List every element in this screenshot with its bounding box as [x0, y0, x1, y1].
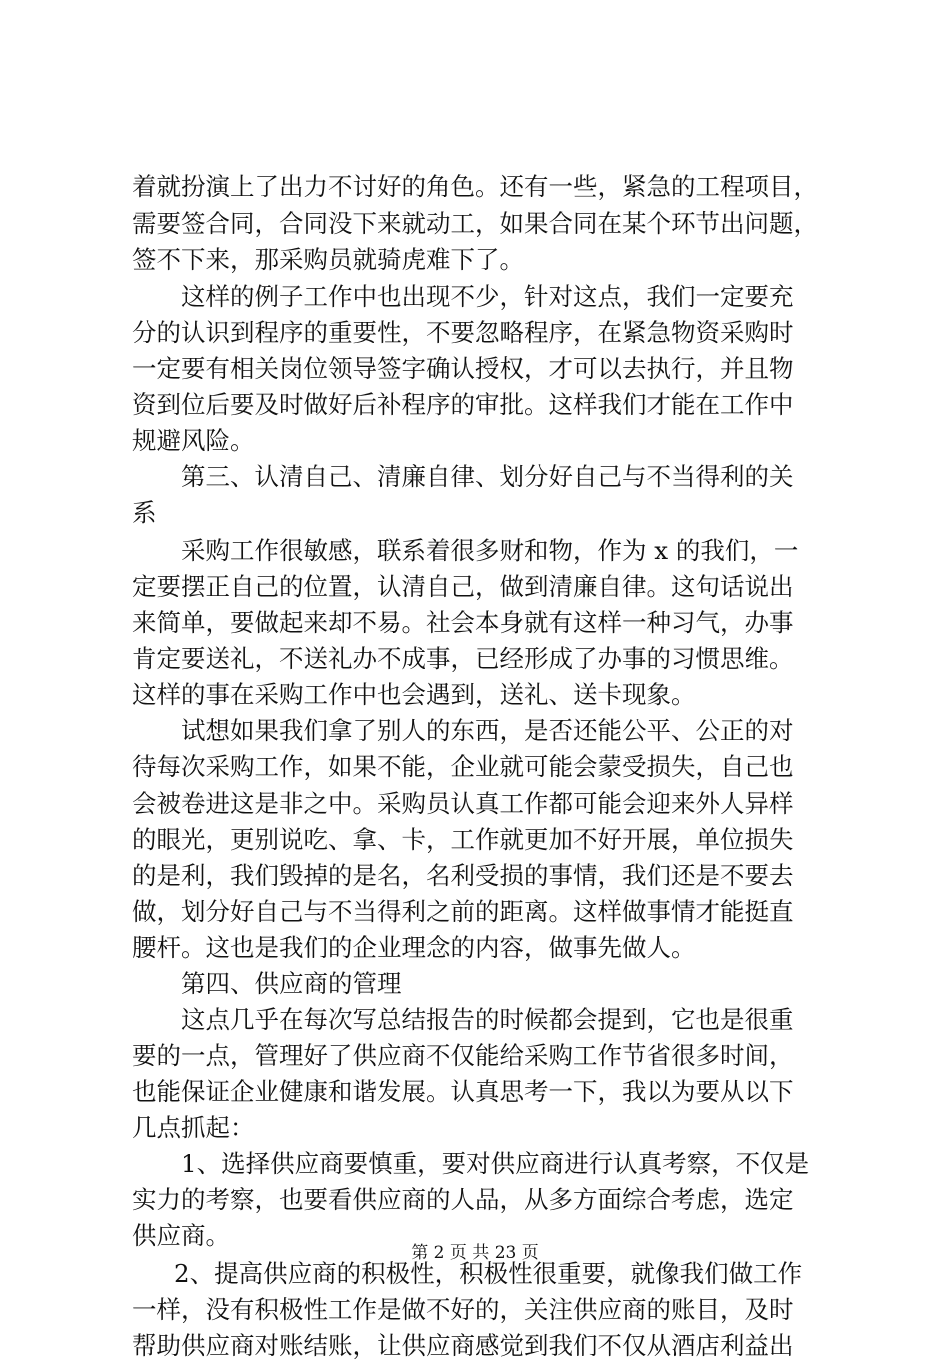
text-line: 签不下来，那采购员就骑虎难下了。 — [132, 245, 524, 274]
text-line: 几点抓起： — [132, 1113, 255, 1142]
text-line: 待每次采购工作，如果不能，企业就可能会蒙受损失，自己也 — [132, 752, 794, 781]
text-line: 帮助供应商对账结账，让供应商感觉到我们不仅从酒店利益出 — [132, 1331, 794, 1360]
list-item: 1、选择供应商要慎重，要对供应商进行认真考察，不仅是 — [181, 1149, 810, 1178]
text-line: 的是利，我们毁掉的是名，名利受损的事情，我们还是不要去 — [132, 861, 794, 890]
text-line: 这样的事在采购工作中也会遇到，送礼、送卡现象。 — [132, 680, 696, 709]
text-line: 一样，没有积极性工作是做不好的，关注供应商的账目，及时 — [132, 1295, 794, 1324]
list-item: 2、提高供应商的积极性，积极性很重要，就像我们做工作 — [174, 1259, 803, 1288]
section-heading: 第三、认清自己、清廉自律、划分好自己与不当得利的关 — [181, 462, 794, 491]
text-line: 采购工作很敏感，联系着很多财和物，作为 x 的我们，一 — [181, 536, 799, 565]
text-line: 腰杆。这也是我们的企业理念的内容，做事先做人。 — [132, 933, 696, 962]
text-line: 试想如果我们拿了别人的东西，是否还能公平、公正的对 — [181, 716, 794, 745]
text-line: 这点几乎在每次写总结报告的时候都会提到，它也是很重 — [181, 1005, 794, 1034]
text-line: 做，划分好自己与不当得利之前的距离。这样做事情才能挺直 — [132, 897, 794, 926]
text-line: 资到位后要及时做好后补程序的审批。这样我们才能在工作中 — [132, 390, 794, 419]
text-line: 要的一点，管理好了供应商不仅能给采购工作节省很多时间， — [132, 1041, 794, 1070]
section-heading: 第四、供应商的管理 — [181, 969, 402, 998]
text-line: 来简单，要做起来却不易。社会本身就有这样一种习气，办事 — [132, 608, 794, 637]
text-line: 的眼光，更别说吃、拿、卡，工作就更加不好开展，单位损失 — [132, 825, 794, 854]
text-line: 着就扮演上了出力不讨好的角色。还有一些，紧急的工程项目， — [132, 172, 818, 201]
text-line: 也能保证企业健康和谐发展。认真思考一下，我以为要从以下 — [132, 1077, 794, 1106]
page-number: 第 2 页 共 23 页 — [411, 1243, 539, 1263]
text-line: 实力的考察，也要看供应商的人品，从多方面综合考虑，选定 — [132, 1185, 794, 1214]
text-line: 供应商。 — [132, 1221, 230, 1250]
text-line: 一定要有相关岗位领导签字确认授权，才可以去执行，并且物 — [132, 354, 794, 383]
text-line: 会被卷进这是非之中。采购员认真工作都可能会迎来外人异样 — [132, 789, 794, 818]
text-line: 规避风险。 — [132, 426, 255, 455]
text-line: 需要签合同，合同没下来就动工，如果合同在某个环节出问题， — [132, 209, 818, 238]
text-line: 这样的例子工作中也出现不少，针对这点，我们一定要充 — [181, 282, 794, 311]
text-line: 定要摆正自己的位置，认清自己，做到清廉自律。这句话说出 — [132, 572, 794, 601]
section-heading: 系 — [132, 498, 157, 527]
text-line: 分的认识到程序的重要性，不要忽略程序，在紧急物资采购时 — [132, 318, 794, 347]
page-footer — [0, 1242, 950, 1264]
text-line: 肯定要送礼，不送礼办不成事，已经形成了办事的习惯思维。 — [132, 644, 794, 673]
